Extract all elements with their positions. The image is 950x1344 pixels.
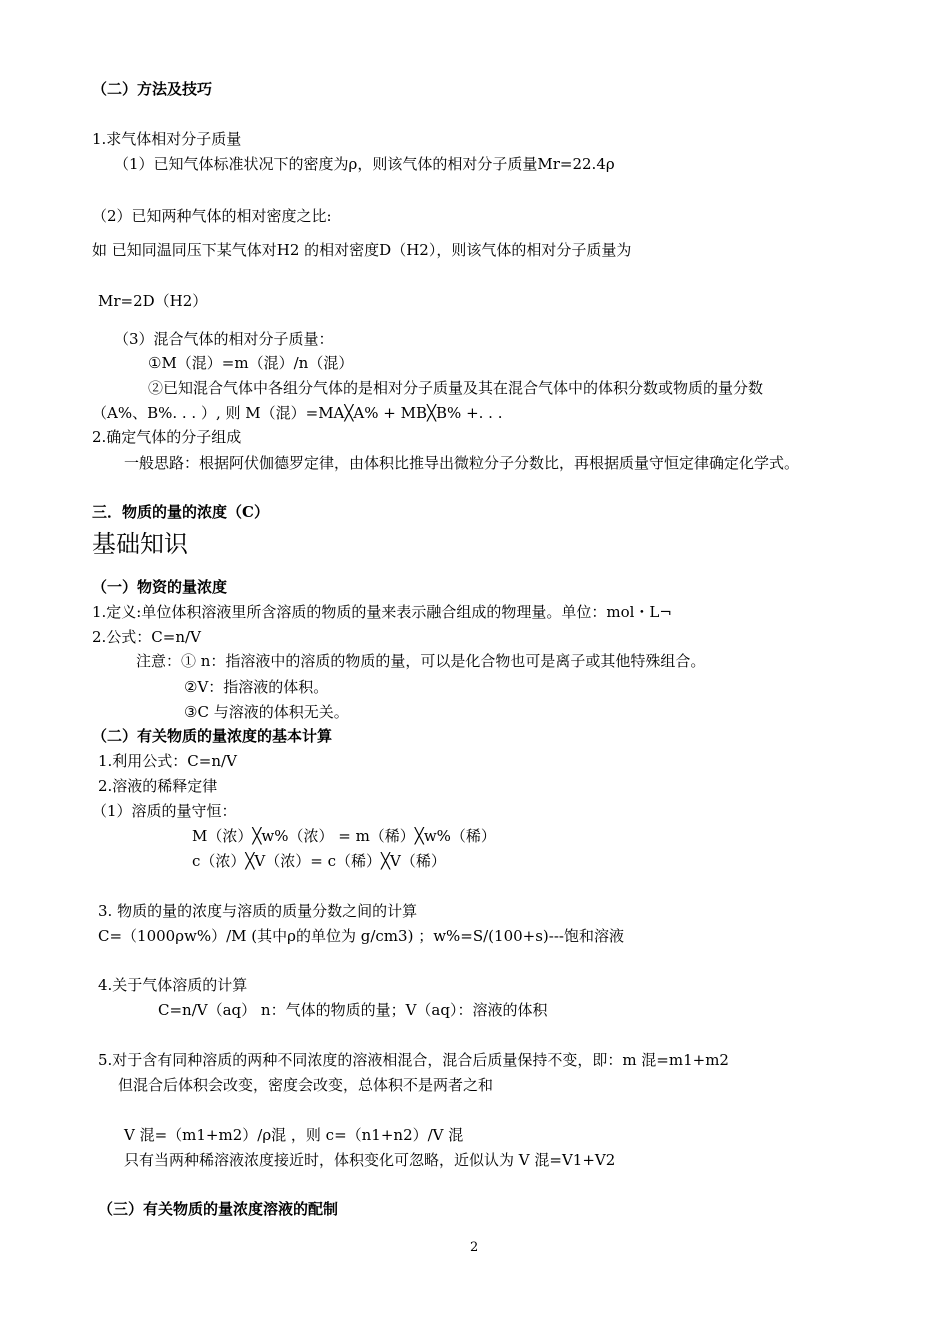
formula-line: M（浓）╳w%（浓） = m（稀）╳w%（稀）: [192, 827, 496, 845]
formula-line: V 混=（m1+m2）/ρ混 ，则 c=（n1+n2）/V 混: [124, 1126, 464, 1144]
formula-line: c（浓）╳V（浓）= c（稀）╳V（稀）: [192, 852, 446, 870]
page-number: 2: [470, 1240, 479, 1255]
note-line: ②V：指溶液的体积。: [184, 678, 329, 696]
paragraph-line: （1）溶质的量守恒：: [92, 802, 237, 820]
paragraph-line: 如 已知同温同压下某气体对H2 的相对密度D（H2），则该气体的相对分子质量为: [92, 241, 632, 259]
paragraph-line: 5.对于含有同种溶质的两种不同浓度的溶液相混合，混合后质量保持不变，即：m 混=m1+m2: [98, 1051, 729, 1069]
item-heading: 2.溶液的稀释定律: [98, 777, 218, 795]
item-heading: 2.确定气体的分子组成: [92, 428, 242, 446]
item-heading: 4.关于气体溶质的计算: [98, 976, 248, 994]
section-heading-methods: （二）方法及技巧: [92, 80, 213, 98]
note-line: ③C 与溶液的体积无关。: [184, 703, 349, 721]
item-heading: 3. 物质的量的浓度与溶质的质量分数之间的计算: [98, 902, 418, 920]
page-title: 基础知识: [92, 530, 188, 558]
formula-line: 2.公式：C=n/V: [92, 628, 201, 646]
note-line: 注意：① n：指溶液中的溶质的物质的量，可以是化合物也可是离子或其他特殊组合。: [136, 652, 706, 670]
formula-line: （A%、B%. . . ）, 则 M（混）=MA╳A% + MB╳B% +. . .: [92, 404, 503, 422]
section-heading: （二）有关物质的量浓度的基本计算: [92, 727, 333, 745]
formula-line: C=n/V（aq） n：气体的物质的量；V（aq）：溶液的体积: [158, 1001, 548, 1019]
paragraph-line: ②已知混合气体中各组分气体的是相对分子质量及其在混合气体中的体积分数或物质的量分数: [148, 379, 764, 397]
formula-line: C=（1000ρw%）/M (其中ρ的单位为 g/cm3) ；w%=S/(100+s)---饱和溶液: [98, 927, 624, 945]
section-heading: （一）物资的量浓度: [92, 578, 228, 596]
chapter-heading: 三．物质的量的浓度（C）: [92, 503, 269, 521]
paragraph-line: 1.定义:单位体积溶液里所含溶质的物质的量来表示融合组成的物理量。单位：mol・L¬: [92, 603, 672, 621]
formula-line: ①M（混）=m（混）/n（混）: [148, 354, 354, 372]
paragraph-line: （2）已知两种气体的相对密度之比:: [92, 207, 332, 225]
section-heading: （三）有关物质的量浓度溶液的配制: [98, 1200, 339, 1218]
paragraph-line: （3）混合气体的相对分子质量：: [114, 330, 334, 348]
paragraph-line: 但混合后体积会改变，密度会改变，总体积不是两者之和: [118, 1076, 494, 1094]
paragraph-line: 一般思路：根据阿伏伽德罗定律，由体积比推导出微粒分子分数比，再根据质量守恒定律确定化学式。: [124, 454, 800, 472]
item-heading: 1.求气体相对分子质量: [92, 130, 242, 148]
paragraph-line: 只有当两种稀溶液浓度接近时，体积变化可忽略，近似认为 V 混=V1+V2: [124, 1151, 616, 1169]
formula-line: 1.利用公式：C=n/V: [98, 752, 237, 770]
formula-line: Mr=2D（H2）: [98, 292, 208, 310]
paragraph-line: （1）已知气体标准状况下的密度为ρ，则该气体的相对分子质量Mr=22.4ρ: [114, 155, 615, 173]
